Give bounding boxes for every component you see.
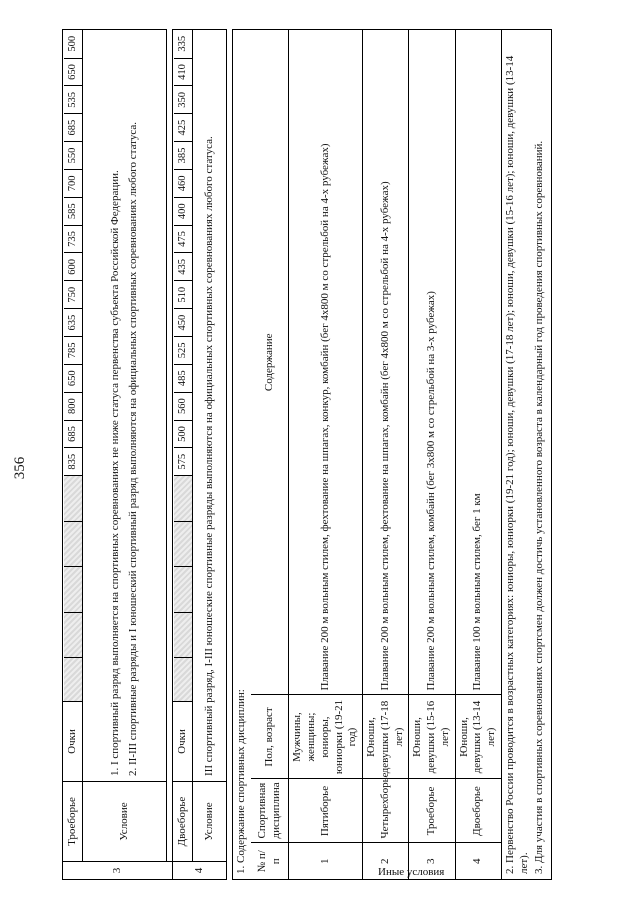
- condition-line: 2. II-III спортивные разряды и I юношеский спортивный разряд выполняются на официальных спортивных соревнованиях любого статуса.: [126, 122, 139, 776]
- score-cell: 800: [64, 392, 82, 420]
- score-cell: 735: [64, 225, 82, 253]
- score-cell-blank: [174, 612, 192, 658]
- score-cell: 335: [174, 30, 192, 58]
- discipline-name: Двоеборье: [455, 779, 501, 843]
- classification-table: [62, 29, 552, 880]
- troeborye-condition-row: [83, 30, 167, 880]
- score-cell: 750: [64, 281, 82, 309]
- score-cell: 425: [174, 114, 192, 142]
- score-cell: 575: [174, 448, 192, 476]
- discipline-name: Пятиборье: [289, 779, 363, 843]
- header-sex-age: Пол, возраст: [251, 695, 289, 779]
- score-cell: 475: [174, 225, 192, 253]
- score-cell: 550: [64, 142, 82, 170]
- discipline-sex-age: Мужчины, женщины; юниоры, юниорки (19-21 год): [289, 695, 363, 779]
- header-discipline: Спортивная дисциплина: [251, 779, 289, 843]
- condition-line: 1. I спортивный разряд выполняется на спортивных соревнованиях не ниже статуса первенства субъекта Российской Федерации.: [108, 170, 121, 776]
- score-cell-blank: [174, 567, 192, 613]
- dvoeborye-condition: III спортивный разряд, I-III юношеские спортивные разряды выполняются на официальных спортивных соревнованиях любого статуса.: [193, 30, 227, 782]
- score-cell: 560: [174, 392, 192, 420]
- notes: [502, 30, 551, 879]
- header-content: Содержание: [251, 30, 289, 695]
- score-cell: 685: [64, 420, 82, 448]
- discipline-content: Плавание 100 м вольным стилем, бег 1 км: [455, 30, 501, 695]
- score-cell-blank: [64, 567, 82, 613]
- rotated-page: [12, 30, 546, 880]
- score-cell: 650: [64, 58, 82, 86]
- score-cell: 525: [174, 337, 192, 365]
- troeborye-condition-label: Условие: [83, 782, 167, 862]
- score-cell: 460: [174, 169, 192, 197]
- score-cell: 500: [64, 30, 82, 58]
- score-cell: 485: [174, 364, 192, 392]
- dvoeborye-name: Двоеборье: [173, 782, 193, 862]
- score-cell: 410: [174, 58, 192, 86]
- discipline-sex-age: Юноши, девушки (13-14 лет): [455, 695, 501, 779]
- other-conditions-block: [233, 30, 552, 880]
- score-cell-blank: [64, 612, 82, 658]
- troeborye-points-label: Очки: [63, 702, 83, 782]
- discipline-sex-age: Юноши, девушки (15-16 лет): [409, 695, 455, 779]
- score-cell-blank: [174, 476, 192, 522]
- score-cell: 450: [174, 309, 192, 337]
- score-cell: 600: [64, 253, 82, 281]
- discipline-num: 1: [289, 843, 363, 879]
- troeborye-score-row: [63, 30, 83, 880]
- score-cell-blank: [174, 521, 192, 567]
- score-cell: 685: [64, 114, 82, 142]
- score-cell: 510: [174, 281, 192, 309]
- troeborye-conditions: [83, 30, 167, 782]
- score-cell: 650: [64, 364, 82, 392]
- score-cell: 585: [64, 197, 82, 225]
- discipline-content: Плавание 200 м вольным стилем, комбайн (бег 3х800 м со стрельбой на 3-х рубежах): [409, 30, 455, 695]
- discipline-num: 3: [409, 843, 455, 879]
- other-conditions-label: Иные условия: [378, 866, 445, 878]
- discipline-num: 2: [363, 843, 409, 879]
- note: 3. Для участия в спортивных соревнованиях спортсмен должен достичь установленного возраста в календарный год проведения спортивных соревнований.: [533, 140, 546, 874]
- dvoeborye-score-row: [173, 30, 193, 880]
- score-cell: 350: [174, 86, 192, 114]
- score-cell: 385: [174, 142, 192, 170]
- note: 2. Первенство России проводится в возрастных категориях: юниоры, юниорки (19-21 год); юноши, девушки (17-18 лет); юноши, девушки (15-16 лет); юноши, девушки (13-14 лет).: [503, 55, 530, 874]
- score-cell: 835: [64, 448, 82, 476]
- dvoeborye-condition-label: Условие: [193, 782, 227, 862]
- section-number-4: 4: [173, 862, 227, 880]
- troeborye-name: Троеборье: [63, 782, 83, 862]
- table-row: [455, 30, 501, 879]
- discipline-content: Плавание 200 м вольным стилем, фехтование на шпагах, конкур, комбайн (бег 4х800 м со стрельбой на 4-х рубежах): [289, 30, 363, 695]
- discipline-content: Плавание 200 м вольным стилем, фехтование на шпагах, комбайн (бег 4х800 м со стрельбой на 4-х рубежах): [363, 30, 409, 695]
- discipline-num: 4: [455, 843, 501, 879]
- score-cell-blank: [64, 521, 82, 567]
- score-cell-blank: [174, 658, 192, 701]
- score-cell: 400: [174, 197, 192, 225]
- discipline-name: Троеборье: [409, 779, 455, 843]
- disciplines-table: [251, 30, 502, 879]
- score-cell: 635: [64, 309, 82, 337]
- table-row: [289, 30, 363, 879]
- discipline-name: Четырехборье: [363, 779, 409, 843]
- section-number-3: 3: [63, 862, 173, 880]
- troeborye-scores: [63, 30, 83, 702]
- dvoeborye-points-label: Очки: [173, 702, 193, 782]
- disciplines-intro: 1. Содержание спортивных дисциплин:: [235, 689, 247, 874]
- score-cell: 785: [64, 337, 82, 365]
- header-num: № п/п: [251, 843, 289, 879]
- score-cell-blank: [64, 658, 82, 701]
- table-row: [409, 30, 455, 879]
- disciplines-header-row: [251, 30, 289, 879]
- discipline-sex-age: Юноши, девушки (17-18 лет): [363, 695, 409, 779]
- score-cell: 700: [64, 169, 82, 197]
- score-cell-blank: [64, 476, 82, 522]
- score-cell: 535: [64, 86, 82, 114]
- other-conditions-row: [233, 30, 552, 880]
- table-row: [363, 30, 409, 879]
- score-cell: 435: [174, 253, 192, 281]
- page-number: 356: [12, 456, 28, 480]
- score-cell: 500: [174, 420, 192, 448]
- dvoeborye-condition-row: [193, 30, 227, 880]
- dvoeborye-scores: [173, 30, 193, 702]
